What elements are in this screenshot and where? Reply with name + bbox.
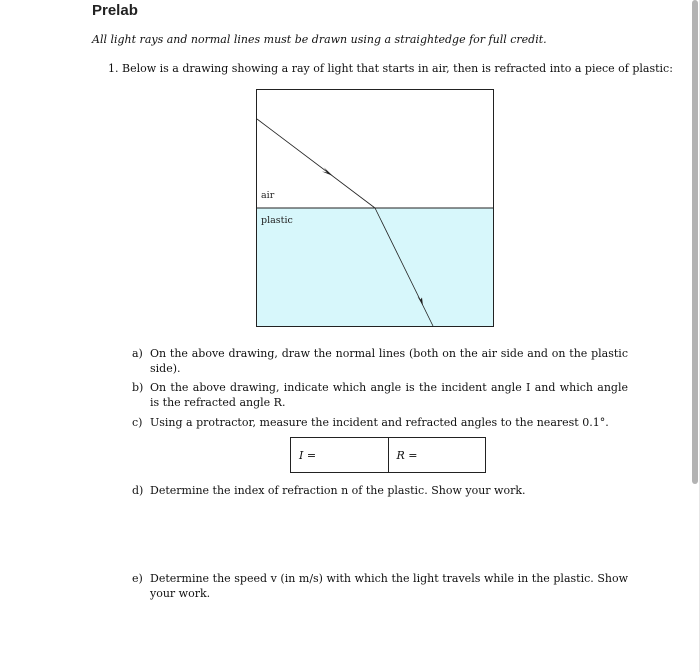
item-a-label: a) — [132, 347, 143, 360]
item-c-text: Using a protractor, measure the incident and refracted angles to the nearest 0.1°. — [150, 416, 609, 429]
refracted-angle-cell[interactable] — [388, 438, 486, 472]
item-e-text: Determine the speed v (in m/s) with which the light travels while in the plastic. Show your work. — [150, 572, 628, 600]
page-title: Prelab — [92, 2, 138, 19]
item-d-label: d) — [132, 484, 144, 497]
plastic-label: plastic — [261, 215, 293, 226]
refraction-diagram — [256, 89, 494, 327]
intro-instructions: All light rays and normal lines must be drawn using a straightedge for full credit. — [92, 33, 547, 46]
incident-angle-label: I = — [299, 448, 317, 462]
item-e-label: e) — [132, 572, 143, 585]
incident-ray — [257, 119, 375, 208]
list-item-e — [132, 571, 628, 601]
vertical-scrollbar[interactable] — [692, 0, 698, 484]
item-b-text: On the above drawing, indicate which angle is the incident angle I and which angle is the refracted angle R. — [150, 381, 628, 409]
incident-angle-cell[interactable] — [291, 438, 388, 472]
list-item-a — [132, 346, 628, 376]
list-item-c — [132, 415, 628, 431]
list-item-d — [132, 483, 628, 499]
question-1-text: 1. Below is a drawing showing a ray of light that starts in air, then is refracted into a piece of plastic: — [108, 62, 673, 75]
air-label: air — [261, 190, 275, 201]
list-item-b — [132, 380, 628, 410]
item-c-label: c) — [132, 416, 143, 429]
item-d-text: Determine the index of refraction n of the plastic. Show your work. — [150, 484, 526, 497]
angle-answer-table — [290, 437, 486, 473]
item-a-text: On the above drawing, draw the normal lines (both on the air side and on the plastic side). — [150, 347, 628, 375]
item-b-label: b) — [132, 381, 144, 394]
refracted-angle-label: R = — [396, 448, 418, 462]
